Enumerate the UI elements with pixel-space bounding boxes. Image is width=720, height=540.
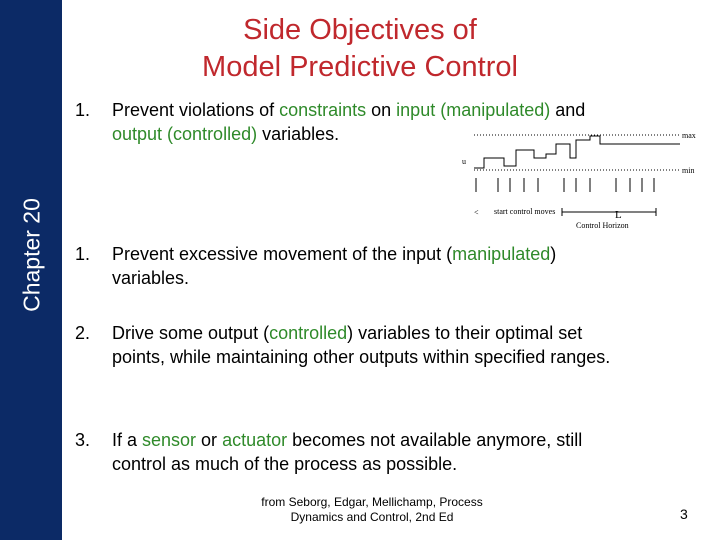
objective-text-fragment: Drive some output ( bbox=[112, 323, 270, 343]
highlighted-term: input (manipulated) bbox=[396, 100, 551, 120]
objective-text-fragment: Prevent excessive movement of the input ( bbox=[112, 244, 453, 264]
highlighted-term: sensor bbox=[142, 430, 197, 450]
control-moves-label-marker: < bbox=[474, 208, 479, 217]
objective-text-fragment: If a bbox=[112, 430, 143, 450]
chapter-label: Chapter 20 bbox=[18, 198, 45, 312]
page-number: 3 bbox=[680, 506, 688, 522]
title-line-2: Model Predictive Control bbox=[202, 51, 518, 83]
objective-text-fragment: on bbox=[366, 100, 397, 120]
highlighted-term: controlled bbox=[269, 323, 348, 343]
citation-footer bbox=[232, 495, 512, 525]
objective-text-fragment: or bbox=[196, 430, 223, 450]
objective-text bbox=[112, 321, 612, 369]
highlighted-term: constraints bbox=[279, 100, 367, 120]
slide-title bbox=[62, 12, 658, 86]
objective-text bbox=[112, 242, 612, 290]
citation-line-1: from Seborg, Edgar, Mellichamp, Process bbox=[261, 495, 483, 509]
control-horizon-label: Control Horizon bbox=[576, 221, 629, 230]
objective-number: 1. bbox=[75, 100, 91, 120]
objective-number: 2. bbox=[75, 323, 91, 343]
objective-text-fragment: Prevent violations of bbox=[112, 100, 280, 120]
title-line-1: Side Objectives of bbox=[243, 14, 477, 46]
min-label: min bbox=[682, 166, 695, 175]
L-label: L bbox=[615, 209, 622, 221]
highlighted-term: actuator bbox=[222, 430, 288, 450]
objective-text bbox=[112, 428, 612, 476]
objective-text-fragment: ) variables to their optimal set points, while maintaining other outputs within specified ranges. bbox=[112, 323, 611, 367]
objective-text-fragment: ) variables. bbox=[112, 244, 557, 288]
highlighted-term: manipulated bbox=[452, 244, 551, 264]
chapter-sidebar bbox=[0, 0, 62, 540]
max-label: max bbox=[682, 131, 696, 140]
objective-number: 3. bbox=[75, 430, 91, 450]
control-moves-label: start control moves bbox=[494, 207, 556, 216]
sampling-ticks bbox=[476, 178, 654, 192]
objective-text-fragment: variables. bbox=[257, 124, 340, 144]
objective-number: 1. bbox=[75, 244, 91, 264]
highlighted-term: output (controlled) bbox=[112, 124, 258, 144]
objective-text-fragment: and bbox=[550, 100, 586, 120]
input-staircase-signal bbox=[474, 136, 680, 168]
citation-line-2: Dynamics and Control, 2nd Ed bbox=[290, 510, 454, 524]
objective-text-fragment: becomes not available anymore, still control as much of the process as possible. bbox=[112, 430, 583, 474]
constraint-diagram bbox=[458, 130, 720, 232]
u-label: u bbox=[462, 157, 466, 166]
